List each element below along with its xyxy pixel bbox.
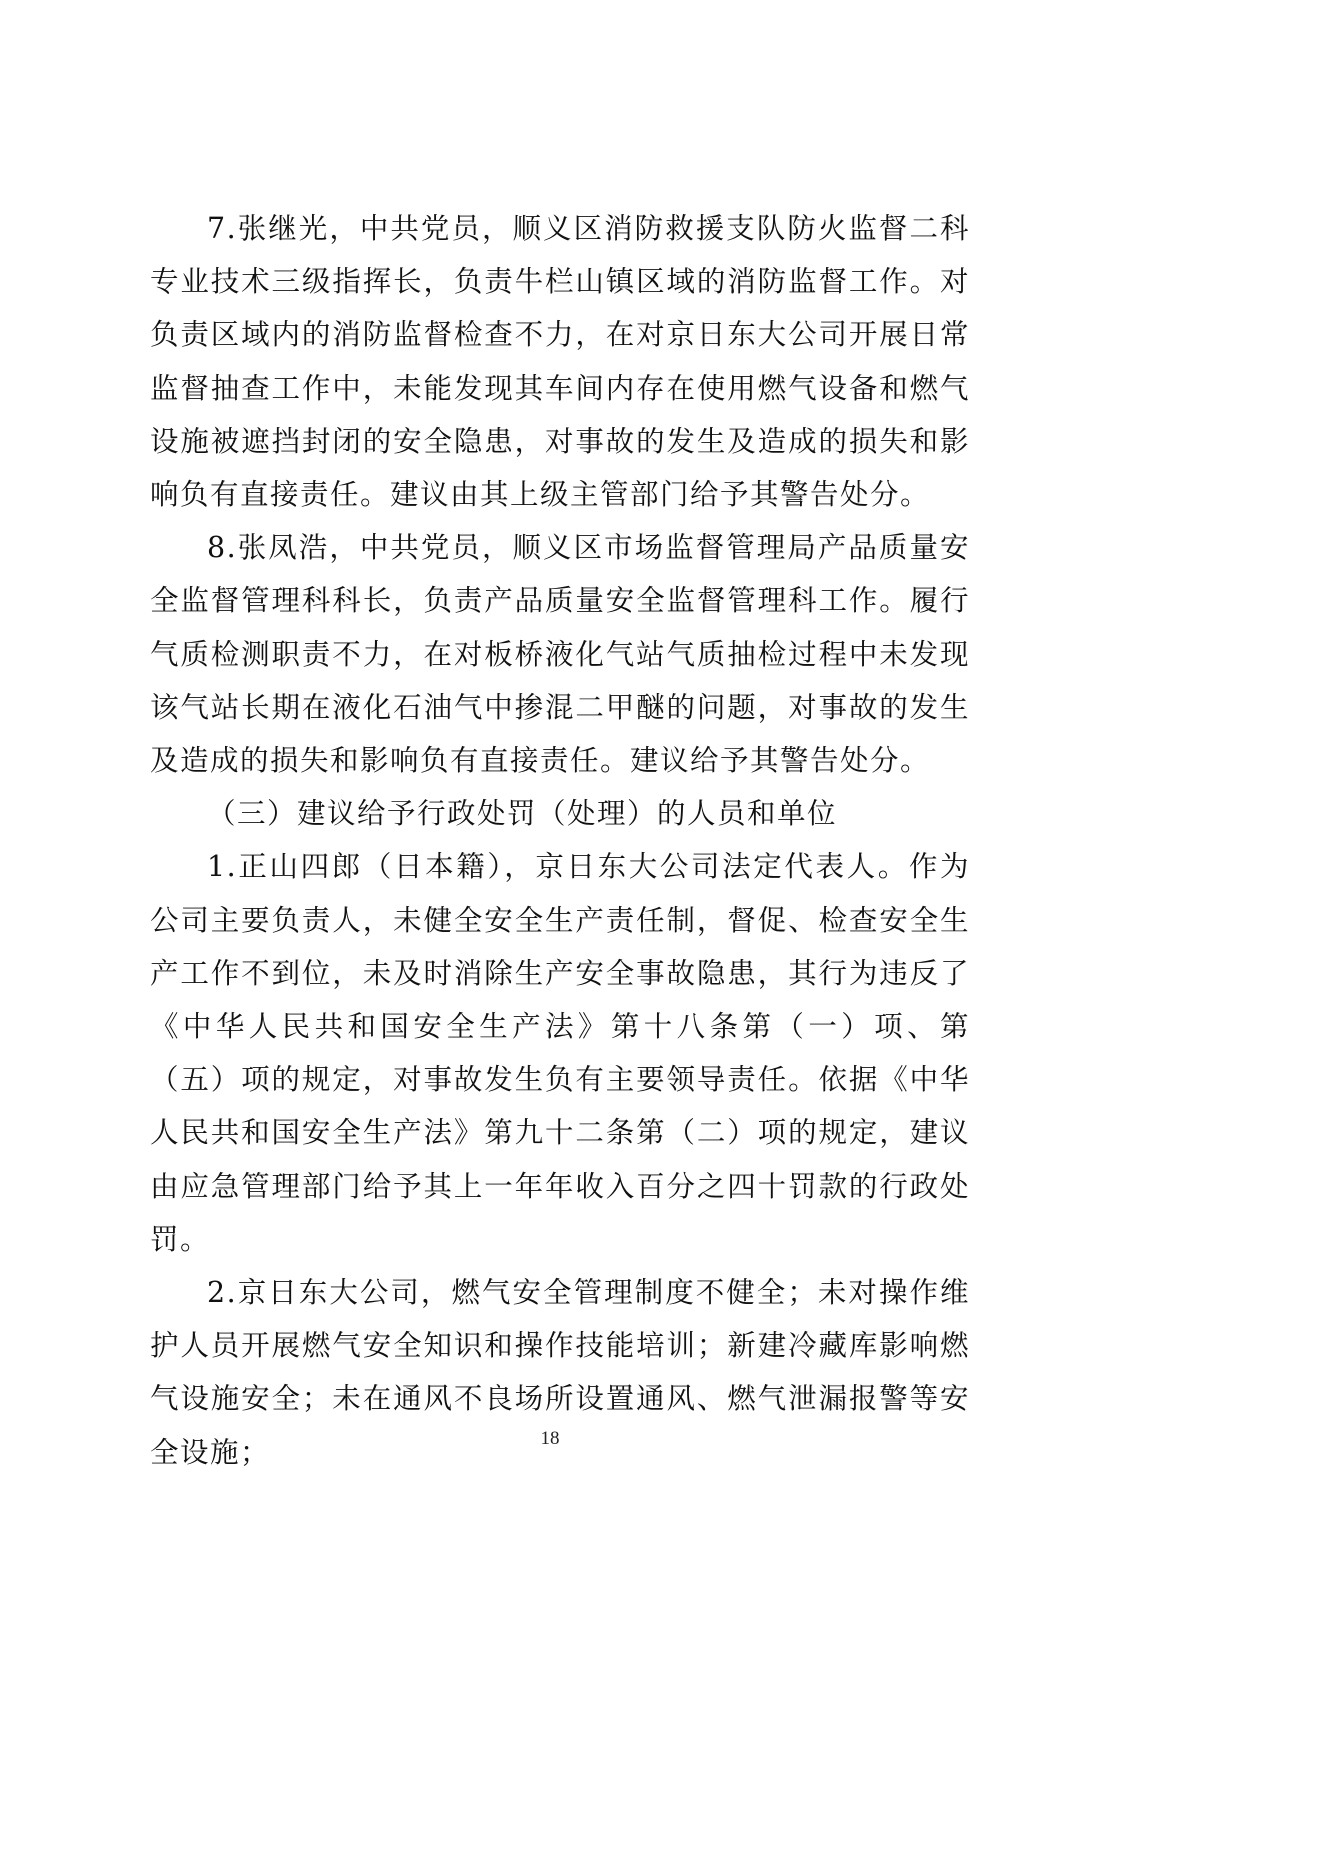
section-item-1: 1.正山四郎（日本籍），京日东大公司法定代表人。作为公司主要负责人，未健全安全生产责任制，督促、检查安全生产工作不到位，未及时消除生产安全事故隐患，其行为违反了《中华人民共和国安全生产法》第十八条第（一）项、第（五）项的规定，对事故发生负有主要领导责任。依据《中华人民共和国安全生产法》第九十二条第（二）项的规定，建议由应急管理部门给予其上一年年收入百分之四十罚款的行政处罚。: [150, 850, 970, 1256]
page-number: 18: [540, 1428, 560, 1449]
section-item-2: 2.京日东大公司，燃气安全管理制度不健全；未对操作维护人员开展燃气安全知识和操作技能培训；新建冷藏库影响燃气设施安全；未在通风不良场所设置通风、燃气泄漏报警等安全设施；: [150, 1276, 970, 1469]
paragraph-item-7: 7.张继光，中共党员，顺义区消防救援支队防火监督二科专业技术三级指挥长，负责牛栏山镇区域的消防监督工作。对负责区域内的消防监督检查不力，在对京日东大公司开展日常监督抽查工作中，未能发现其车间内存在使用燃气设备和燃气设施被遮挡封闭的安全隐患，对事故的发生及造成的损失和影响负有直接责任。建议由其上级主管部门给予其警告处分。: [150, 212, 970, 512]
paragraph-item-8: 8.张凤浩，中共党员，顺义区市场监督管理局产品质量安全监督管理科科长，负责产品质量安全监督管理科工作。履行气质检测职责不力，在对板桥液化气站气质抽检过程中未发现该气站长期在液化石油气中掺混二甲醚的问题，对事故的发生及造成的损失和影响负有直接责任。建议给予其警告处分。: [150, 531, 970, 778]
document-body: [150, 202, 970, 1479]
section-heading: （三）建议给予行政处罚（处理）的人员和单位: [207, 797, 838, 831]
